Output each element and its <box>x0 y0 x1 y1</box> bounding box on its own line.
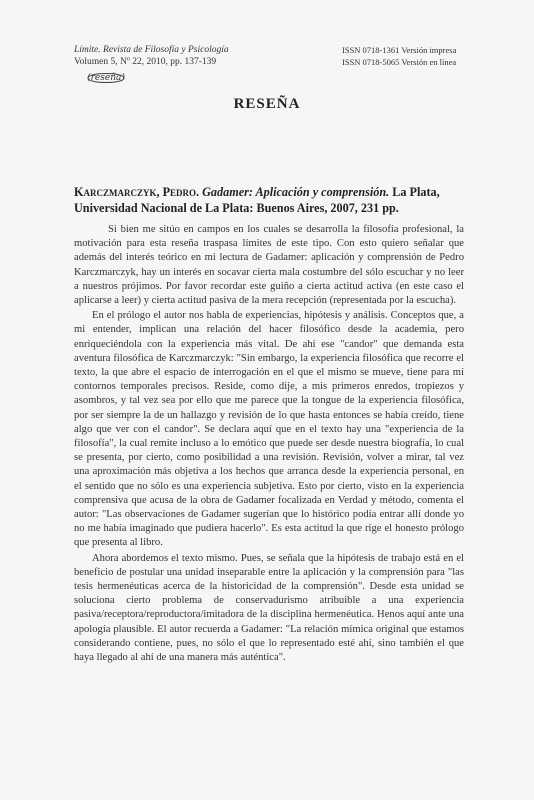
journal-name: Límite. Revista de Filosofía y Psicología <box>74 45 229 55</box>
handwritten-note <box>84 70 128 86</box>
section-title: RESEÑA <box>233 96 301 112</box>
reference-author: Karczmarczyk, Pedro. <box>74 185 200 199</box>
review-body <box>74 223 464 666</box>
reference-book-title: Gadamer: Aplicación y comprensión. <box>202 185 390 199</box>
issn-online: ISSN 0718-5065 Versión en línea <box>342 57 457 67</box>
reference-publisher: La Plata, Universidad Nacional de La Plata: Buenos Aires, 2007, 231 pp. <box>74 185 440 215</box>
paragraph-3: Ahora abordemos el texto mismo. Pues, se señala que la hipótesis de trabajo está en el beneficio de postular una unidad inseparable entre la aplicación y la comprensión para "las tesis hermenéuticas acerca de la historicidad de la comprensión". Desde esta unidad se soluciona cierto problema de conservadurismo atribuible a una experiencia pasiva/receptora/reproductora/imitadora de la disciplina hermenéutica. Henos aquí ante una apología plausible. El autor recuerda a Gadamer: "La relación mímica original que estamos considerando contiene, pues, no sólo el que lo representado esté ahí, sino también el que haya llegado al ahí de una manera más auténtica". <box>74 552 464 664</box>
journal-header <box>74 44 229 68</box>
issn-print: ISSN 0718-1361 Versión impresa <box>342 45 457 55</box>
handwritten-oval <box>84 70 128 86</box>
issn-header <box>342 44 456 68</box>
journal-volume: Volumen 5, Nº 22, 2010, pp. 137-139 <box>74 57 217 67</box>
paragraph-2: En el prólogo el autor nos habla de experiencias, hipótesis y análisis. Conceptos que, a mi entender, implican una relación del hacer filosófico desde la academia, pero enriqueciéndola con la experiencia más vital. De ahí ese "candor" que demanda esta aventura filosófica de Karczmarczyk: "Sin embargo, la experiencia filosófica que recorre el texto, la que abre el espacio de interrogación en el que el mismo se mueve, tiene para mí contornos temporales precisos. Reside, como dije, a mis primeros enredos, tropiezos y asombros, y tal vez sea por ello que me parece que la tongue de la experiencia filosófica, por ser siempre la de un hallazgo y revisión de lo que hasta entonces se había creído, tiene algo que ver con el candor". Se declara aquí que en el texto hay una "experiencia de la filosofía", la cual remite incluso a lo emótico que puede ser desde nuestra biografía, lo cual se presenta, por cierto, como posibilidad a una revisión. Revisión, volver a mirar, tal vez una aproximación más objetiva a los hechos que arranca desde la experiencia personal, en el sentido que no sólo es una experiencia subjetiva. Esto por cierto, visto en la experiencia comprensiva que acusa de la obra de Gadamer focalizada en Verdad y método, comenta el autor: "Las observaciones de Gadamer sugerían que lo histórico podía entrar allí donde yo no me había imaginado que pudiera hacerlo". Es esta actitud la que rige el honesto prólogo que presenta al libro. <box>74 310 464 549</box>
paragraph-1: Si bien me sitúo en campos en los cuales se desarrolla la filosofía profesional, la motivación para esta reseña traspasa límites de este tipo. Con esto quiero señalar que además del interés teórico en mi lectura de Gadamer: aplicación y comprensión de Pedro Karczmarczyk, hay un interés en socavar cierta mala costumbre del sólo escuchar y no leer a nuestros prójimos. Por favor recordar este guiño a cierta actitud activa (en este caso el aplicarse a leer) y cierta actitud pasiva de la mera recepción (representada por la escucha). <box>74 224 464 307</box>
handwritten-text: (reseña) <box>87 73 125 83</box>
book-reference <box>74 184 464 216</box>
